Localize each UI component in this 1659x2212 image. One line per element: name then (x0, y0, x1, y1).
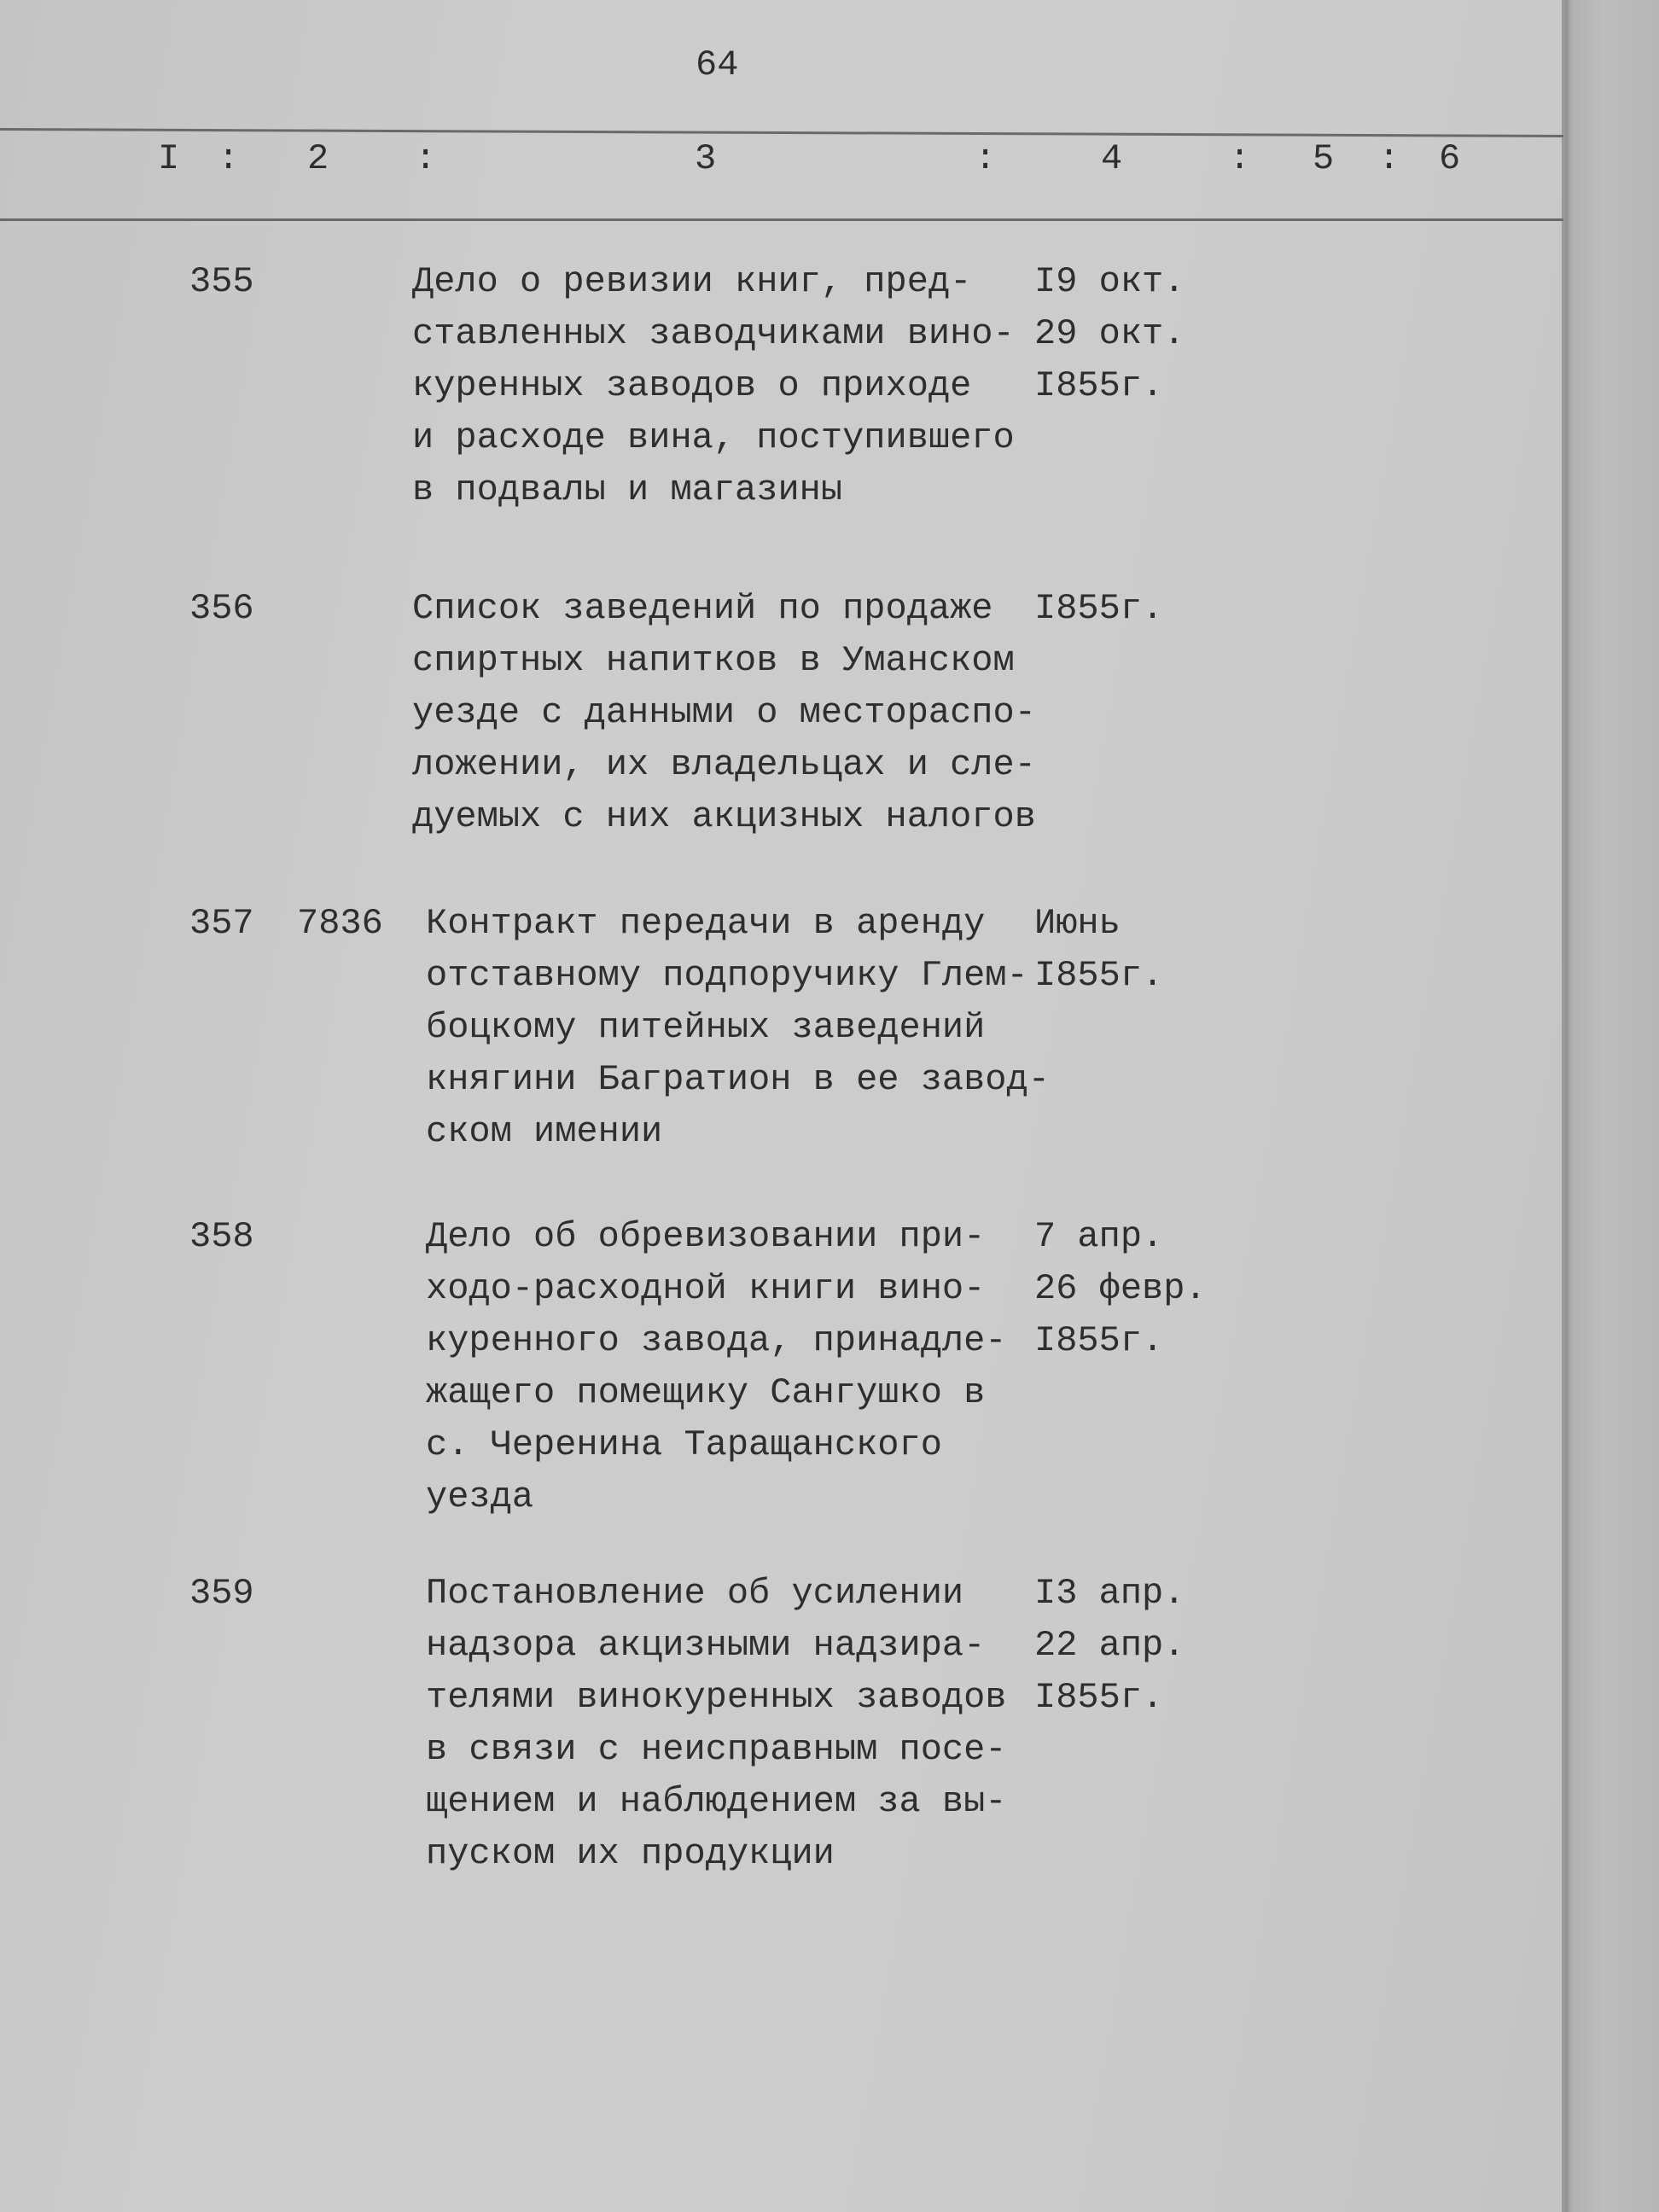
description-line: Постановление об усилении (426, 1573, 964, 1614)
date-line: I9 окт. (1034, 261, 1185, 302)
date-line: 22 апр. (1034, 1625, 1185, 1666)
description-line: Контракт передачи в аренду (426, 903, 986, 944)
description-line: Список заведений по продаже (412, 588, 993, 629)
description-line: щением и наблюдением за вы- (426, 1781, 1007, 1822)
date-line: I3 апр. (1034, 1573, 1185, 1614)
page-number: 64 (696, 44, 739, 85)
column-header-5: 5 (1313, 138, 1335, 179)
description-line: с. Черенина Таращанского (426, 1424, 942, 1465)
description-line: отставному подпоручику Глем- (426, 955, 1028, 996)
description-line: ском имении (426, 1111, 663, 1152)
entry-dates (1034, 1211, 1207, 1367)
date-line: Июнь (1034, 903, 1121, 944)
description-line: дуемых с них акцизных налогов (412, 796, 1036, 837)
description-line: спиртных напитков в Уманском (412, 640, 1015, 681)
date-line: 29 окт. (1034, 313, 1185, 354)
column-separator: : (415, 138, 437, 179)
column-header-2: 2 (307, 138, 329, 179)
column-separator: : (1378, 138, 1400, 179)
entry-number: 359 (189, 1573, 254, 1614)
entry-dates (1034, 583, 1163, 635)
column-separator: : (1229, 138, 1251, 179)
entry-dates (1034, 898, 1163, 1002)
description-line: княгини Багратион в ее завод- (426, 1059, 1050, 1100)
description-line: в подвалы и магазины (412, 469, 843, 510)
header-top-rule (0, 128, 1563, 137)
column-header-4: 4 (1101, 138, 1123, 179)
description-line: в связи с неисправным посе- (426, 1729, 1007, 1770)
entry-description (426, 1568, 1007, 1880)
description-line: надзора акцизными надзира- (426, 1625, 986, 1666)
entry-number: 357 (189, 903, 254, 944)
entry-number: 355 (189, 261, 254, 302)
column-header-1: I (158, 138, 180, 179)
description-line: куренного завода, принадле- (426, 1320, 1007, 1361)
date-line: I855г. (1034, 1677, 1164, 1718)
adjacent-page-edge (1566, 0, 1659, 2212)
description-line: куренных заводов о приходе (412, 365, 972, 406)
entry-number: 358 (189, 1216, 254, 1257)
date-line: 7 апр. (1034, 1216, 1164, 1257)
date-line: I855г. (1034, 955, 1164, 996)
entry-dates (1034, 1568, 1185, 1724)
entry-description (412, 583, 1036, 843)
description-line: телями винокуренных заводов (426, 1677, 1007, 1718)
description-line: ходо-расходной книги вино- (426, 1268, 986, 1309)
description-line: пуском их продукции (426, 1833, 835, 1874)
description-line: уезде с данными о местораспо- (412, 692, 1036, 733)
column-header-6: 6 (1439, 138, 1461, 179)
entry-description (426, 1211, 1007, 1523)
entry-number: 356 (189, 588, 254, 629)
date-line: I855г. (1034, 588, 1164, 629)
description-line: уезда (426, 1476, 534, 1517)
description-line: ставленных заводчиками вино- (412, 313, 1015, 354)
entry-dates (1034, 256, 1185, 412)
date-line: 26 февр. (1034, 1268, 1207, 1309)
entry-description (426, 898, 1050, 1158)
column-separator: : (975, 138, 997, 179)
description-line: Дело об обревизовании при- (426, 1216, 986, 1257)
description-line: боцкому питейных заведений (426, 1007, 986, 1048)
description-line: и расходе вина, поступившего (412, 417, 1015, 458)
description-line: жащего помещику Сангушко в (426, 1372, 986, 1413)
description-line: Дело о ревизии книг, пред- (412, 261, 972, 302)
date-line: I855г. (1034, 365, 1164, 406)
entry-description (412, 256, 1015, 516)
description-line: ложении, их владельцах и сле- (412, 744, 1036, 785)
header-bottom-rule (0, 218, 1563, 221)
entry-code: 7836 (297, 903, 383, 944)
date-line: I855г. (1034, 1320, 1164, 1361)
column-header-3: 3 (695, 138, 717, 179)
column-separator: : (218, 138, 240, 179)
